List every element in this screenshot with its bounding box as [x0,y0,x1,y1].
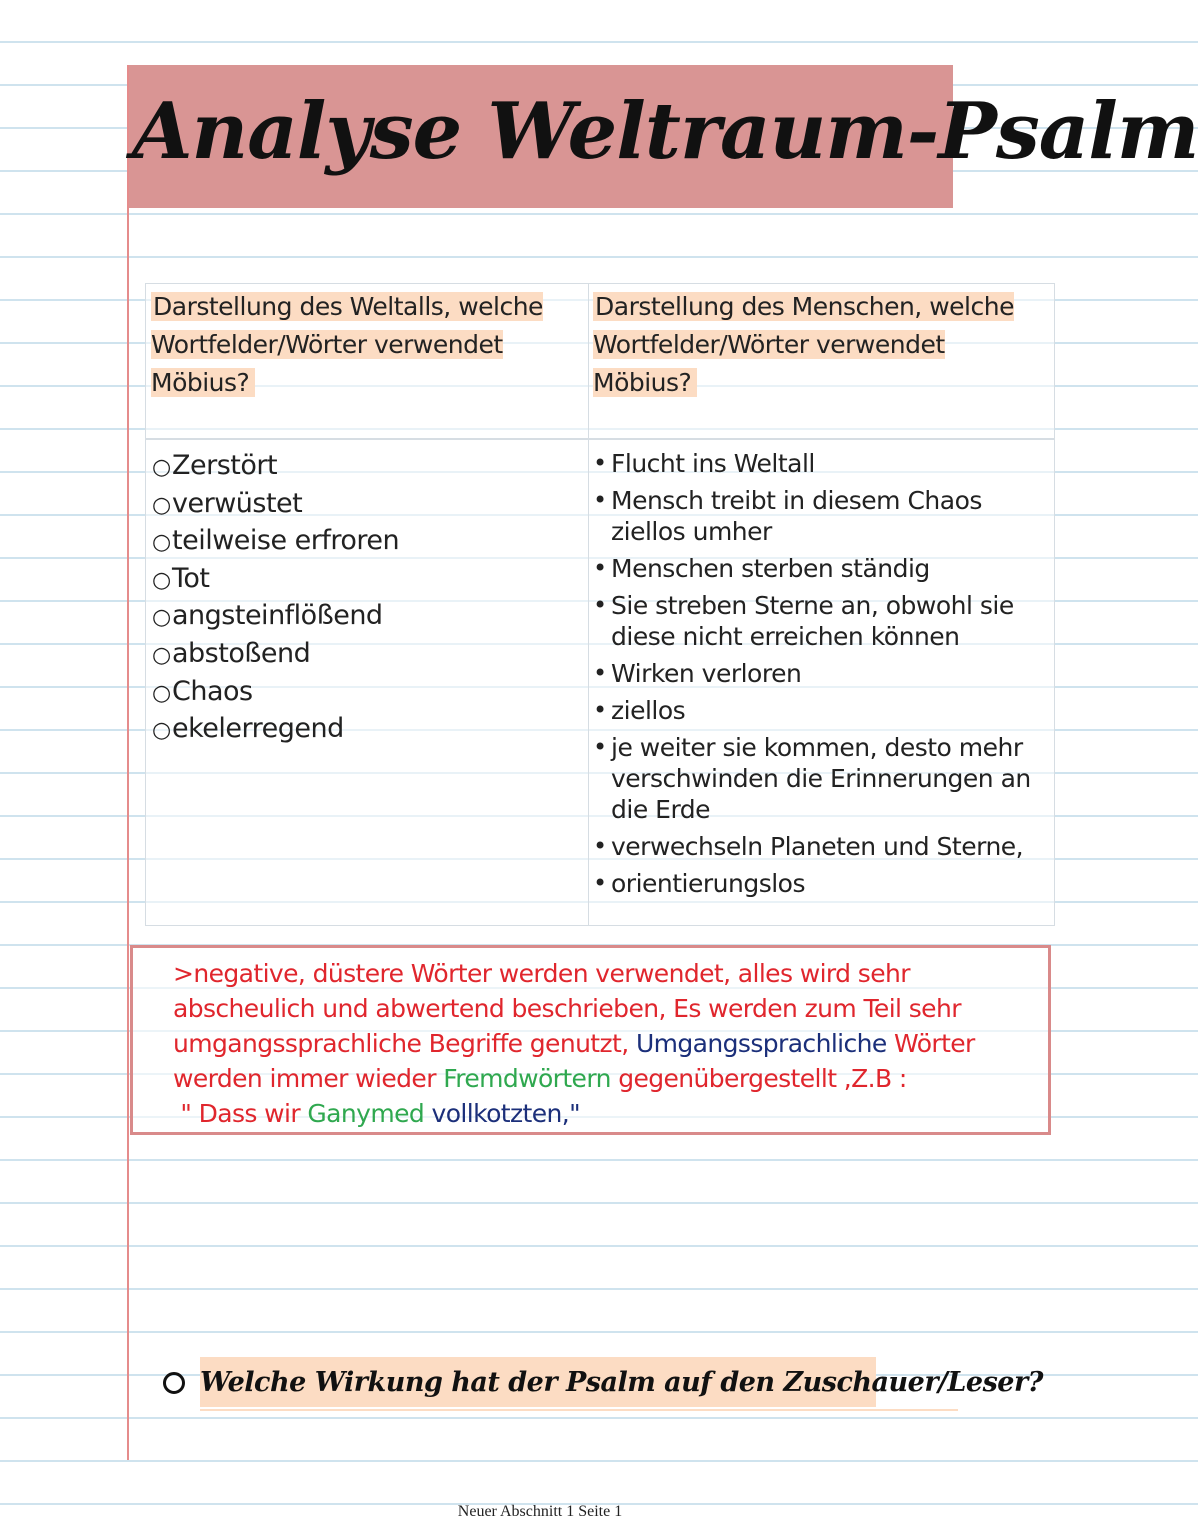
bullet-icon: • [593,696,607,724]
list-item: ○Zerstört [152,448,572,486]
list-item: ○teilweise erfroren [152,523,572,561]
hollow-bullet-icon: ○ [152,605,171,631]
list-item: • orientierungslos [593,869,806,898]
table-divider-horizontal [146,438,1054,440]
mensch-list [593,448,1051,905]
list-item: • verwechseln Planeten und Sterne, [593,832,1024,861]
list-item: ○angsteinflößend [152,598,572,636]
list-item: • Flucht ins Weltall [593,449,815,478]
header-weltall [151,288,571,402]
bullet-icon: • [593,449,607,477]
page-title: Analyse Weltraum-Psalm [132,86,1198,177]
list-item: • Mensch treibt in diesem Chaos ziellos umher [593,486,982,546]
hollow-bullet-icon: ○ [152,492,171,518]
list-item: • Sie streben Sterne an, obwohl sie diese nicht erreichen können [593,591,1014,651]
hollow-bullet-icon: ○ [152,680,171,706]
conclusion-text: >negative, düstere Wörter werden verwendet, alles wird sehr abscheulich und abwertend beschrieben, Es werden zum Teil sehr umgangssprachliche Begriffe genutzt, Umgangssprachliche Wörter werden immer wieder Fremdwörtern gegenübergestellt ,Z.B : " Dass wir Ganymed vollkotzten," [173,959,975,1128]
hollow-bullet-icon: ○ [152,718,171,744]
list-item: • Wirken verloren [593,659,802,688]
conclusion-box [130,945,1051,1135]
list-item: • je weiter sie kommen, desto mehr verschwinden die Erinnerungen an die Erde [593,733,1031,824]
list-item: ○Tot [152,561,572,599]
question-row [160,1355,1043,1415]
list-item: • Menschen sterben ständig [593,554,930,583]
question-text: Welche Wirkung hat der Psalm auf den Zuschauer/Leser? [200,1367,1043,1398]
bullet-icon: • [593,659,607,687]
hollow-bullet-icon: ○ [152,530,171,556]
hollow-bullet-icon: ○ [152,455,171,480]
list-item: ○ekelerregend [152,711,572,749]
margin-line [127,65,129,1460]
bullet-icon: • [593,591,607,619]
weltall-list [152,448,572,749]
comparison-table [145,283,1055,926]
bullet-icon: • [593,733,607,761]
list-item: ○abstoßend [152,636,572,674]
list-item: ○Chaos [152,674,572,712]
question-underline [200,1409,958,1411]
header-weltall-text: Darstellung des Weltalls, welche Wortfelder/Wörter verwendet Möbius? [151,292,543,397]
bullet-icon: • [593,832,607,860]
hollow-bullet-icon: ○ [152,567,171,593]
bullet-icon: • [593,486,607,514]
table-divider-vertical [588,284,589,925]
hollow-bullet-icon: ○ [152,642,171,668]
list-item: • ziellos [593,696,686,725]
header-mensch-text: Darstellung des Menschen, welche Wortfelder/Wörter verwendet Möbius? [593,292,1014,397]
page-footer: Neuer Abschnitt 1 Seite 1 [457,1503,623,1520]
list-item: ○verwüstet [152,486,572,524]
circle-bullet-icon [163,1372,185,1394]
bullet-icon: • [593,869,607,897]
header-mensch [593,288,1033,402]
bullet-icon: • [593,554,607,582]
